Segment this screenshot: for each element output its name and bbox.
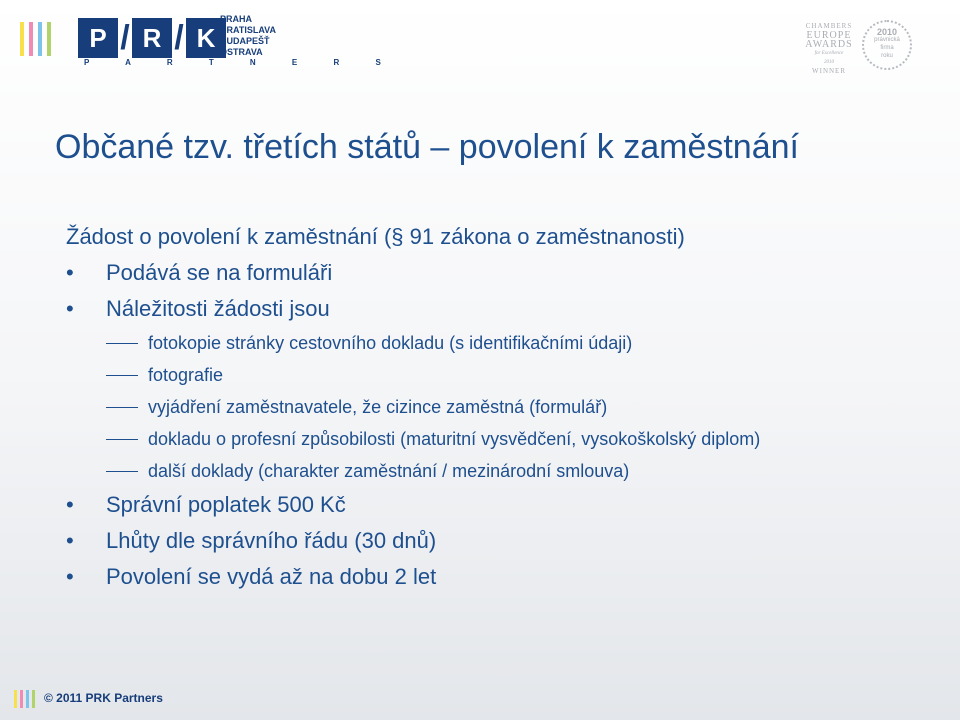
seal-line-3: roku (881, 53, 893, 59)
award-line-1: CHAMBERS (805, 22, 853, 30)
award-line-5: 2010 (824, 60, 834, 65)
logo-letter-k: K (186, 18, 226, 58)
dash-icon (106, 471, 138, 472)
logo-partners-text: P A R T N E R S (84, 58, 398, 67)
city-budapest: BUDAPEŠŤ (220, 36, 270, 46)
seal-line-2: firma (880, 45, 894, 51)
bullet-text: Podává se na formuláři (106, 260, 333, 285)
footer-bar-green (32, 690, 35, 708)
sub-item-text: vyjádření zaměstnavatele, že cizince zaměstná (formulář) (148, 397, 608, 417)
dash-icon (106, 439, 138, 440)
city-ostrava: OSTRAVA (220, 47, 263, 57)
logo-slash-1: / (120, 19, 130, 57)
sub-item (66, 364, 946, 386)
award-line-4: for Excellence (814, 51, 844, 56)
logo-bar-pink (29, 22, 33, 56)
office-cities (220, 14, 276, 58)
chambers-award-badge (802, 22, 856, 76)
bullet-icon: • (66, 564, 74, 589)
sub-item (66, 332, 946, 354)
logo-letter-r: R (132, 18, 172, 58)
bullet-icon: • (66, 260, 74, 285)
sub-item-text: fotografie (148, 365, 224, 385)
sub-item (66, 396, 946, 418)
bullet-icon: • (66, 528, 74, 553)
seal-line-1: právnická (874, 37, 900, 43)
logo-letter-p: P (78, 18, 118, 58)
footer-bar-pink (20, 690, 23, 708)
dash-icon (106, 343, 138, 344)
award-line-6: WINNER (812, 67, 846, 75)
footer-copyright: © 2011 PRK Partners (44, 691, 163, 705)
slide-content (66, 224, 946, 600)
award-line-3: AWARDS (805, 39, 853, 50)
bullet-item (66, 260, 946, 286)
sub-item-text: další doklady (charakter zaměstnání / mezinárodní smlouva) (148, 461, 630, 481)
intro-line: Žádost o povolení k zaměstnání (§ 91 zákona o zaměstnanosti) (66, 224, 685, 249)
award-line-2: EUROPE (806, 30, 852, 41)
dash-icon (106, 407, 138, 408)
dash-icon (106, 375, 138, 376)
logo-slash-2: / (174, 19, 184, 57)
logo-bar-yellow (20, 22, 24, 56)
sub-item (66, 428, 946, 450)
logo-bar-green (47, 22, 51, 56)
bullet-text: Náležitosti žádosti jsou (106, 296, 330, 321)
slide-title: Občané tzv. třetích států – povolení k zaměstnání (55, 128, 799, 166)
bullet-item (66, 528, 946, 554)
footer-bar-yellow (14, 690, 17, 708)
bullet-icon: • (66, 296, 74, 321)
bullet-text: Povolení se vydá až na dobu 2 let (106, 564, 437, 589)
logo-bar-blue (38, 22, 42, 56)
bullet-item (66, 564, 946, 590)
footer-bar-blue (26, 690, 29, 708)
sub-item (66, 460, 946, 482)
city-praha: PRAHA (220, 14, 253, 24)
bullet-item (66, 492, 946, 518)
bullet-text: Správní poplatek 500 Kč (106, 492, 346, 517)
bullet-item (66, 296, 946, 322)
bullet-icon: • (66, 492, 74, 517)
sub-item-text: fotokopie stránky cestovního dokladu (s identifikačními údaji) (148, 333, 633, 353)
law-firm-of-year-seal (862, 20, 912, 70)
seal-year: 2010 (876, 27, 898, 37)
bullet-text: Lhůty dle správního řádu (30 dnů) (106, 528, 437, 553)
city-bratislava: BRATISLAVA (220, 25, 276, 35)
sub-item-text: dokladu o profesní způsobilosti (maturitní vysvědčení, vysokoškolský diplom) (148, 429, 761, 449)
